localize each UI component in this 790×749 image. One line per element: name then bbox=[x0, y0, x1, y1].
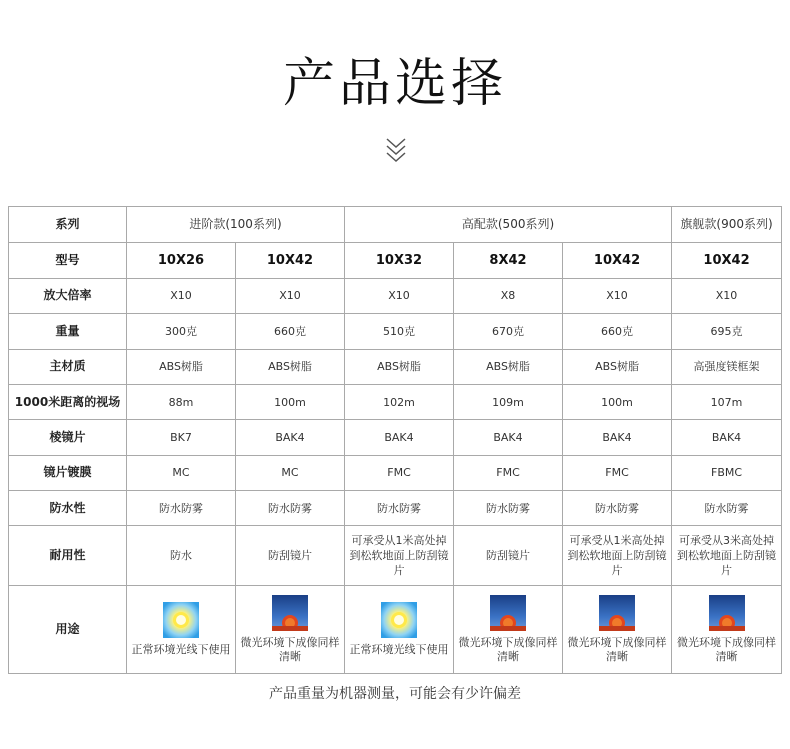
spec-row-coating bbox=[9, 455, 782, 490]
spec-cell: 695克 bbox=[672, 314, 782, 349]
spec-cell: MC bbox=[127, 455, 236, 490]
spec-row-label: 型号 bbox=[9, 243, 127, 278]
series-group-cell: 高配款(500系列) bbox=[345, 207, 672, 243]
usage-text: 微光环境下成像同样清晰 bbox=[458, 636, 558, 663]
spec-cell: ABS树脂 bbox=[236, 349, 345, 384]
spec-cell: 防水防雾 bbox=[345, 491, 454, 526]
spec-cell: X10 bbox=[563, 278, 672, 313]
spec-cell: 防刮镜片 bbox=[454, 526, 563, 586]
spec-cell: 300克 bbox=[127, 314, 236, 349]
spec-cell: BAK4 bbox=[672, 420, 782, 455]
series-group-cell: 进阶款(100系列) bbox=[127, 207, 345, 243]
spec-cell: 109m bbox=[454, 384, 563, 419]
usage-cell bbox=[672, 586, 782, 674]
spec-row-label: 耐用性 bbox=[9, 526, 127, 586]
page-title: 产品选择 bbox=[282, 54, 507, 114]
spec-cell: FMC bbox=[454, 455, 563, 490]
spec-row-label: 1000米距离的视场 bbox=[9, 384, 127, 419]
spec-cell: 660克 bbox=[563, 314, 672, 349]
spec-row-model bbox=[9, 243, 782, 278]
spec-cell: X8 bbox=[454, 278, 563, 313]
bright-sun-icon bbox=[381, 602, 417, 638]
spec-cell: X10 bbox=[236, 278, 345, 313]
usage-text: 微光环境下成像同样清晰 bbox=[677, 636, 777, 663]
spec-row-prism bbox=[9, 420, 782, 455]
sunset-icon bbox=[272, 595, 308, 631]
spec-cell: 可承受从3米高处掉到松软地面上防刮镜片 bbox=[672, 526, 782, 586]
spec-cell: FMC bbox=[563, 455, 672, 490]
spec-row-magnification bbox=[9, 278, 782, 313]
spec-cell: 10X42 bbox=[563, 243, 672, 278]
spec-row-label: 重量 bbox=[9, 314, 127, 349]
spec-cell: 660克 bbox=[236, 314, 345, 349]
spec-row-label: 放大倍率 bbox=[9, 278, 127, 313]
spec-row-label: 镜片镀膜 bbox=[9, 455, 127, 490]
spec-cell: ABS树脂 bbox=[127, 349, 236, 384]
series-row-label: 系列 bbox=[9, 207, 127, 243]
spec-cell: 10X26 bbox=[127, 243, 236, 278]
spec-cell: ABS树脂 bbox=[345, 349, 454, 384]
spec-cell: 10X42 bbox=[236, 243, 345, 278]
spec-cell: 100m bbox=[563, 384, 672, 419]
usage-text: 微光环境下成像同样清晰 bbox=[567, 636, 667, 663]
usage-row-label: 用途 bbox=[9, 586, 127, 674]
spec-cell: ABS树脂 bbox=[454, 349, 563, 384]
spec-cell: 可承受从1米高处掉到松软地面上防刮镜片 bbox=[563, 526, 672, 586]
sunset-icon bbox=[490, 595, 526, 631]
spec-cell: 高强度镁框架 bbox=[672, 349, 782, 384]
spec-cell: X10 bbox=[127, 278, 236, 313]
spec-cell: 88m bbox=[127, 384, 236, 419]
sunset-icon bbox=[599, 595, 635, 631]
spec-cell: 107m bbox=[672, 384, 782, 419]
series-row bbox=[9, 207, 782, 243]
spec-cell: BAK4 bbox=[454, 420, 563, 455]
spec-cell: 防水防雾 bbox=[127, 491, 236, 526]
spec-cell: X10 bbox=[672, 278, 782, 313]
spec-cell: 100m bbox=[236, 384, 345, 419]
usage-cell bbox=[236, 586, 345, 674]
usage-text: 正常环境光线下使用 bbox=[131, 643, 231, 656]
spec-cell: BAK4 bbox=[345, 420, 454, 455]
spec-cell: ABS树脂 bbox=[563, 349, 672, 384]
spec-row-durability bbox=[9, 526, 782, 586]
usage-text: 正常环境光线下使用 bbox=[349, 643, 449, 656]
spec-cell: 防水 bbox=[127, 526, 236, 586]
spec-cell: 10X32 bbox=[345, 243, 454, 278]
spec-row-field bbox=[9, 384, 782, 419]
spec-cell: 防刮镜片 bbox=[236, 526, 345, 586]
series-group-cell: 旗舰款(900系列) bbox=[672, 207, 782, 243]
spec-cell: 510克 bbox=[345, 314, 454, 349]
spec-cell: 670克 bbox=[454, 314, 563, 349]
spec-cell: BAK4 bbox=[563, 420, 672, 455]
usage-cell bbox=[345, 586, 454, 674]
spec-cell: 102m bbox=[345, 384, 454, 419]
product-comparison-table bbox=[8, 206, 782, 674]
sunset-icon bbox=[709, 595, 745, 631]
spec-cell: 防水防雾 bbox=[236, 491, 345, 526]
spec-cell: 8X42 bbox=[454, 243, 563, 278]
spec-cell: X10 bbox=[345, 278, 454, 313]
spec-cell: 防水防雾 bbox=[454, 491, 563, 526]
spec-cell: MC bbox=[236, 455, 345, 490]
spec-row-waterproof bbox=[9, 491, 782, 526]
spec-row-label: 防水性 bbox=[9, 491, 127, 526]
spec-row-weight bbox=[9, 314, 782, 349]
usage-row bbox=[9, 586, 782, 674]
spec-cell: FBMC bbox=[672, 455, 782, 490]
weight-disclaimer: 产品重量为机器测量，可能会有少许偏差 bbox=[269, 686, 521, 702]
spec-cell: 防水防雾 bbox=[563, 491, 672, 526]
bright-sun-icon bbox=[163, 602, 199, 638]
spec-cell: 防水防雾 bbox=[672, 491, 782, 526]
spec-row-material bbox=[9, 349, 782, 384]
spec-row-label: 主材质 bbox=[9, 349, 127, 384]
usage-cell bbox=[454, 586, 563, 674]
spec-cell: BK7 bbox=[127, 420, 236, 455]
double-chevron-down-icon bbox=[384, 136, 408, 164]
spec-cell: 10X42 bbox=[672, 243, 782, 278]
usage-cell bbox=[127, 586, 236, 674]
usage-text: 微光环境下成像同样清晰 bbox=[240, 636, 340, 663]
spec-cell: FMC bbox=[345, 455, 454, 490]
spec-cell: BAK4 bbox=[236, 420, 345, 455]
usage-cell bbox=[563, 586, 672, 674]
spec-cell: 可承受从1米高处掉到松软地面上防刮镜片 bbox=[345, 526, 454, 586]
spec-row-label: 棱镜片 bbox=[9, 420, 127, 455]
